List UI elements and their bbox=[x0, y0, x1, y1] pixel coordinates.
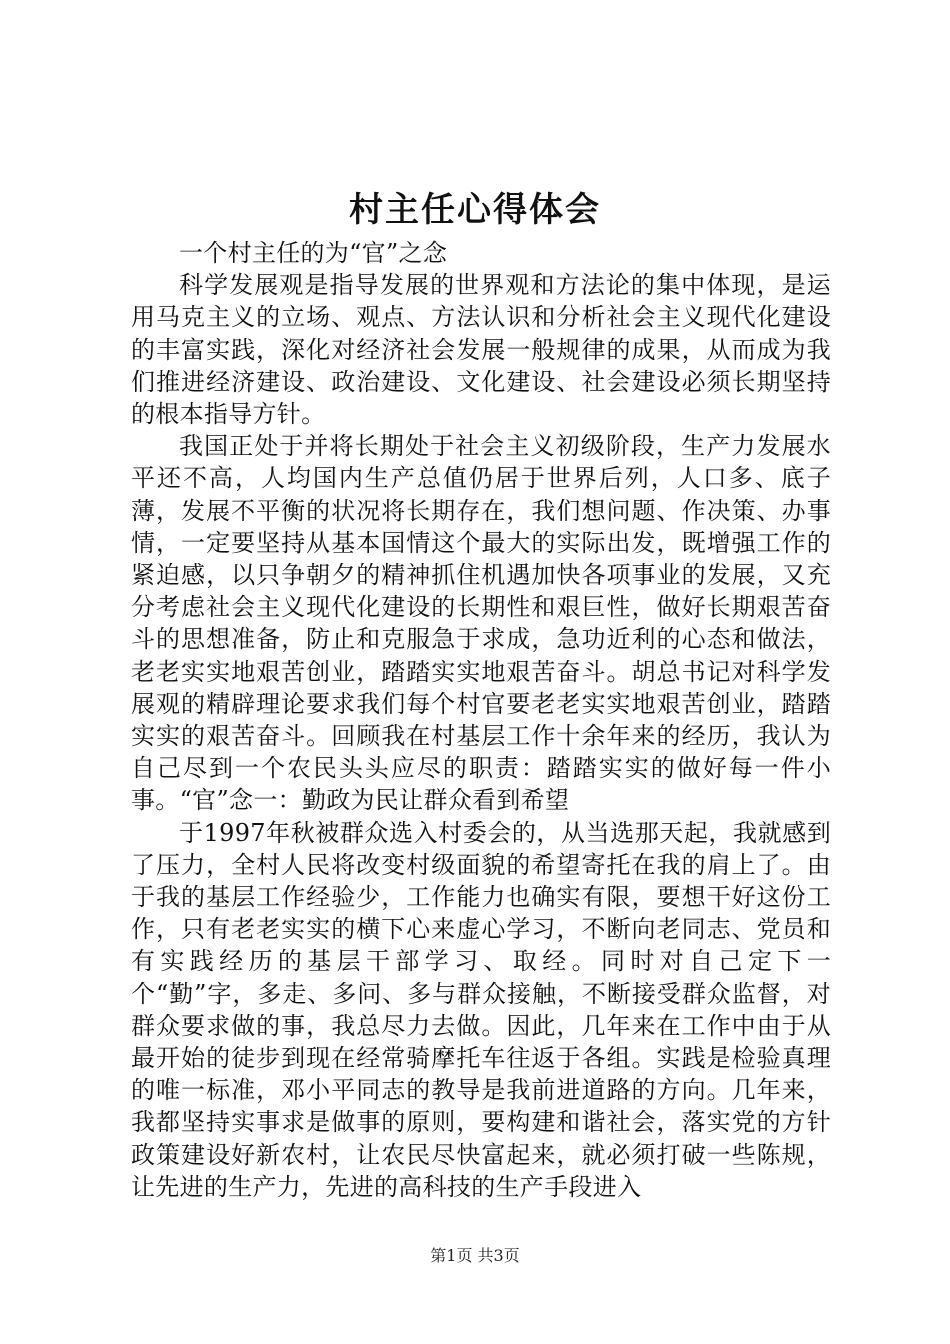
page-footer: 第1页 共3页 bbox=[430, 1246, 520, 1265]
paragraph-2: 我国正处于并将长期处于社会主义初级阶段，生产力发展水平还不高，人均国内生产总值仍居于世界后列，人口多、底子薄，发展不平衡的状况将长期存在，我们想问题、作决策、办事情，一定要坚持从基本国情这个最大的实际出发，既增强工作的紧迫感，以只争朝夕的精神抓住机遇加快各项事业的发展，又充分考虑社会主义现代化建设的长期性和艰巨性，做好长期艰苦奋斗的思想准备，防止和克服急于求成，急功近利的心态和做法，老老实实地艰苦创业，踏踏实实地艰苦奋斗。胡总书记对科学发展观的精辟理论要求我们每个村官要老老实实地艰苦创业，踏踏实实的艰苦奋斗。回顾我在村基层工作十余年来的经历，我认为自己尽到一个农民头头应尽的职责：踏踏实实的做好每一件小事。“官”念一：勤政为民让群众看到希望 bbox=[131, 432, 831, 815]
paragraph-1: 科学发展观是指导发展的世界观和方法论的集中体现，是运用马克主义的立场、观点、方法认识和分析社会主义现代化建设的丰富实践，深化对经济社会发展一般规律的成果，从而成为我们推进经济建设、政治建设、文化建设、社会建设必须长期坚持的根本指导方针。 bbox=[131, 271, 831, 429]
document-title: 村主任心得体会 bbox=[349, 190, 601, 230]
document-subtitle: 一个村主任的为“官”之念 bbox=[179, 239, 448, 267]
paragraph-3: 于1997年秋被群众选入村委会的，从当选那天起，我就感到了压力，全村人民将改变村级面貌的希望寄托在我的肩上了。由于我的基层工作经验少，工作能力也确实有限，要想干好这份工作，只有老老实实的横下心来虚心学习，不断向老同志、党员和有实践经历的基层干部学习、取经。同时对自己定下一个“勤”字，多走、多问、多与群众接触，不断接受群众监督，对群众要求做的事，我总尽力去做。因此，几年来在工作中由于从最开始的徒步到现在经常骑摩托车往返于各组。实践是检验真理的唯一标准，邓小平同志的教导是我前进道路的方向。几年来，我都坚持实事求是做事的原则，要构建和谐社会，落实党的方针政策建设好新农村，让农民尽快富起来，就必须打破一些陈规，让先进的生产力，先进的高科技的生产手段进入 bbox=[131, 818, 831, 1201]
document-body bbox=[131, 237, 831, 1203]
